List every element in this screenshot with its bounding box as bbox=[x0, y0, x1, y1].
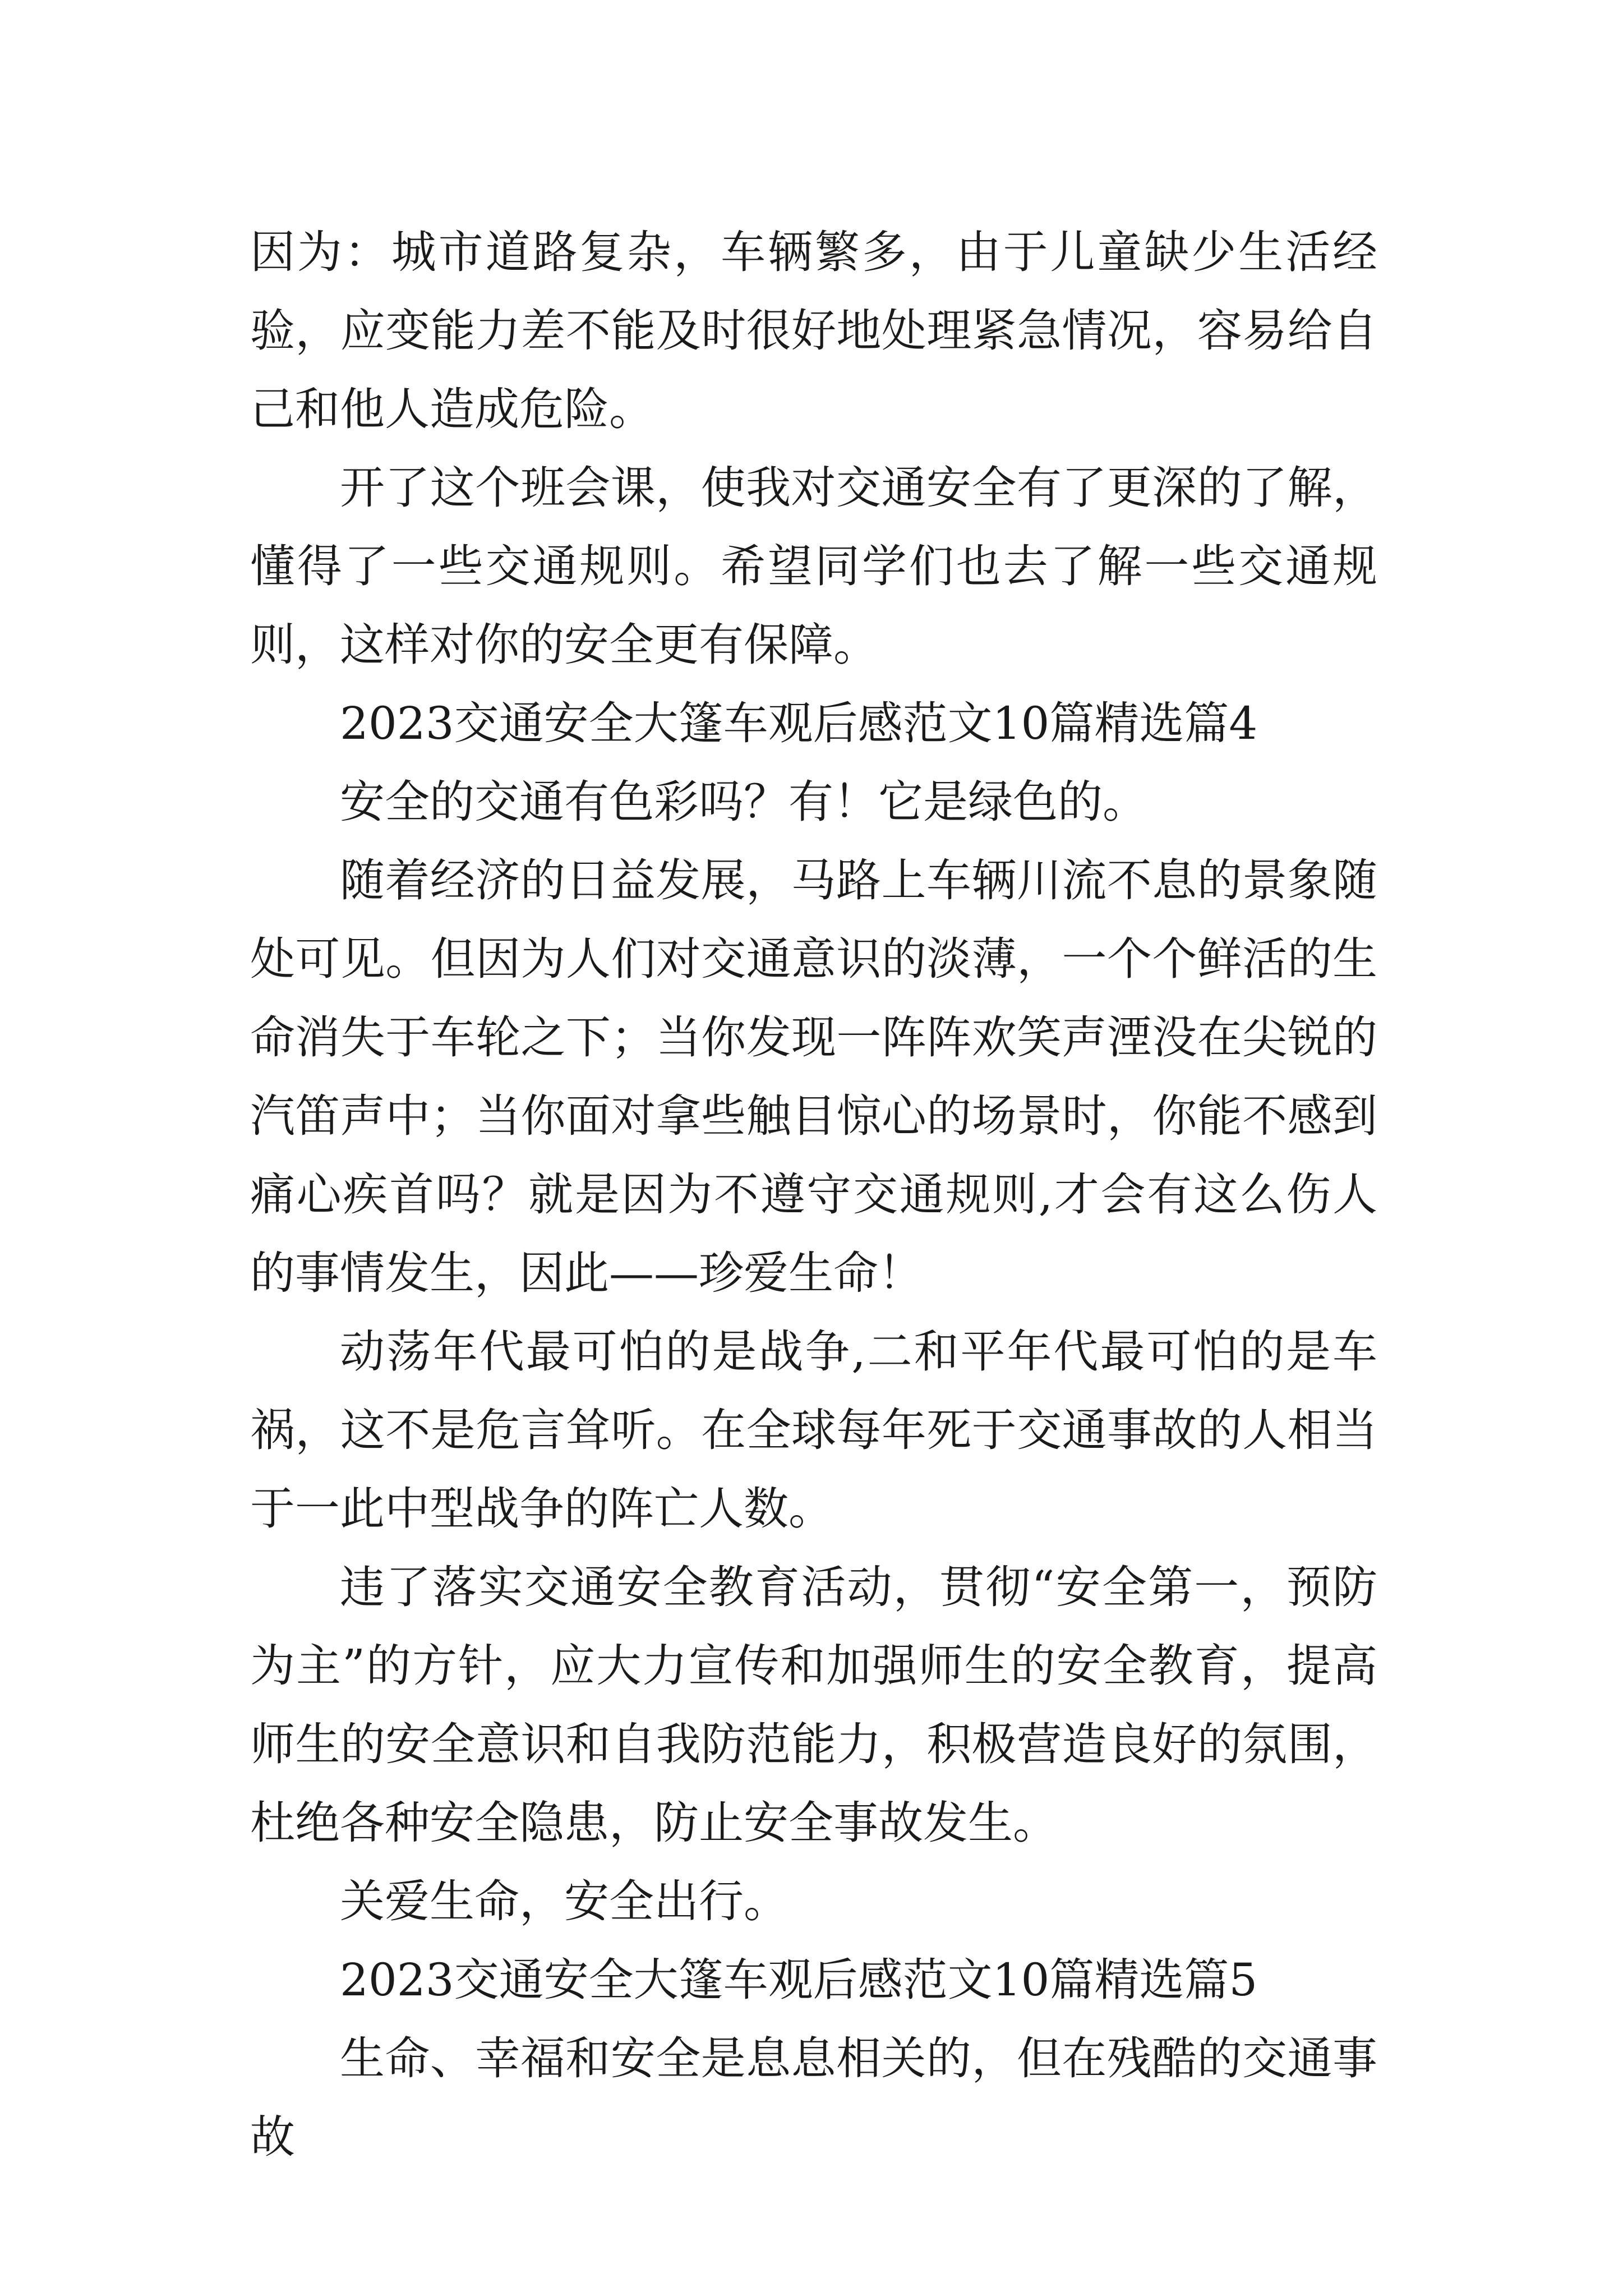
section-heading-5: 2023交通安全大篷车观后感范文10篇精选篇5 bbox=[340, 1954, 1258, 2006]
paragraph-8: 生命、幸福和安全是息息相关的，但在残酷的交通事故 bbox=[250, 2032, 1377, 2163]
document-body bbox=[250, 213, 1377, 2177]
paragraph-5: 动荡年代最可怕的是战争,二和平年代最可怕的是车祸，这不是危言耸听。在全球每年死于交通事故的人相当于一此中型战争的阵亡人数。 bbox=[250, 1326, 1377, 1535]
paragraph-1: 因为：城市道路复杂，车辆繁多，由于儿童缺少生活经验，应变能力差不能及时很好地处理紧急情况，容易给自己和他人造成危险。 bbox=[250, 226, 1377, 435]
paragraph-7: 关爱生命，安全出行。 bbox=[340, 1875, 789, 1927]
paragraph-2: 开了这个班会课，使我对交通安全有了更深的了解，懂得了一些交通规则。希望同学们也去了解一些交通规则，这样对你的安全更有保障。 bbox=[250, 462, 1377, 671]
section-heading-4: 2023交通安全大篷车观后感范文10篇精选篇4 bbox=[340, 697, 1258, 749]
paragraph-6: 违了落实交通安全教育活动，贯彻“安全第一，预防为主”的方针，应大力宣传和加强师生的安全教育，提高师生的安全意识和自我防范能力，积极营造良好的氛围，杜绝各种安全隐患，防止安全事故发生。 bbox=[250, 1561, 1377, 1849]
paragraph-4: 随着经济的日益发展，马路上车辆川流不息的景象随处可见。但因为人们对交通意识的淡薄，一个个鲜活的生命消失于车轮之下；当你发现一阵阵欢笑声湮没在尖锐的汽笛声中；当你面对拿些触目惊心的场景时，你能不感到痛心疾首吗？就是因为不遵守交通规则,才会有这么伤人的事情发生，因此——珍爱生命！ bbox=[250, 854, 1377, 1299]
paragraph-3: 安全的交通有色彩吗？有！它是绿色的。 bbox=[340, 776, 1147, 828]
